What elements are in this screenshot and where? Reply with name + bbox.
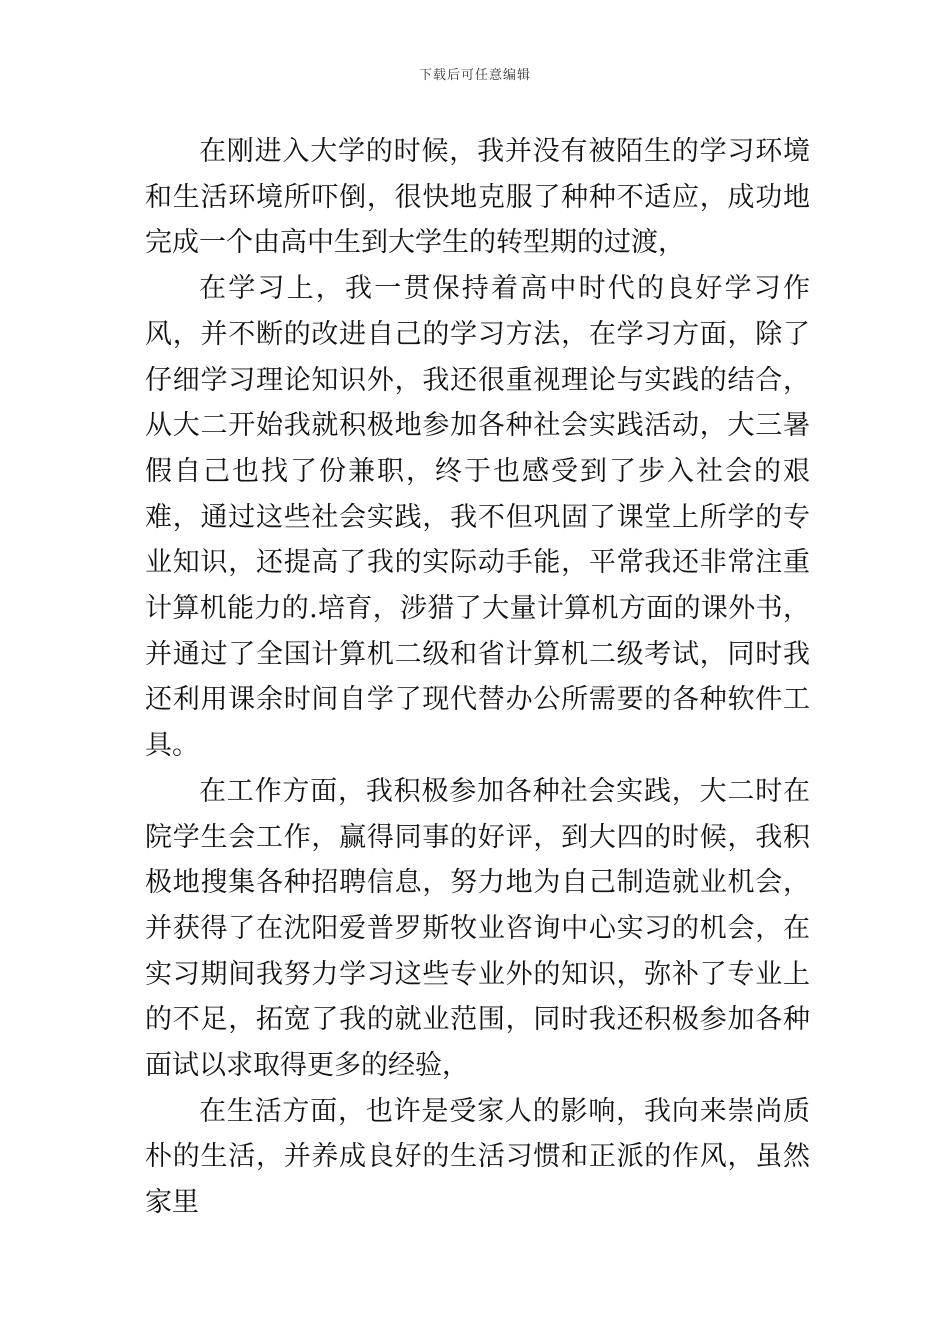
document-body xyxy=(145,129,810,1226)
paragraph-work: 在工作方面，我积极参加各种社会实践，大二时在院学生会工作，赢得同事的好评，到大四的时候，我积极地搜集各种招聘信息，努力地为自己制造就业机会，并获得了在沈阳爱普罗斯牧业咨询中心实习的机会，在实习期间我努力学习这些专业外的知识，弥补了专业上的不足，拓宽了我的就业范围，同时我还积极参加各种面试以求取得更多的经验， xyxy=(145,775,810,1082)
paragraph-transition: 在刚进入大学的时候，我并没有被陌生的学习环境和生活环境所吓倒，很快地克服了种种不适应，成功地完成一个由高中生到大学生的转型期的过渡， xyxy=(145,136,810,259)
paragraph-study: 在学习上，我一贯保持着高中时代的良好学习作风，并不断的改进自己的学习方法，在学习方面，除了仔细学习理论知识外，我还很重视理论与实践的结合，从大二开始我就积极地参加各种社会实践活动，大三暑假自己也找了份兼职，终于也感受到了步入社会的艰难，通过这些社会实践，我不但巩固了课堂上所学的专业知识，还提高了我的实际动手能，平常我还非常注重计算机能力的.培育，涉猎了大量计算机方面的课外书，并通过了全国计算机二级和省计算机二级考试，同时我还利用课余时间自学了现代替办公所需要的各种软件工具。 xyxy=(145,273,810,762)
paragraph-life: 在生活方面，也许是受家人的影响，我向来崇尚质朴的生活，并养成良好的生活习惯和正派的作风，虽然家里 xyxy=(145,1095,810,1219)
page-header: 下载后可任意编辑 xyxy=(418,68,531,83)
